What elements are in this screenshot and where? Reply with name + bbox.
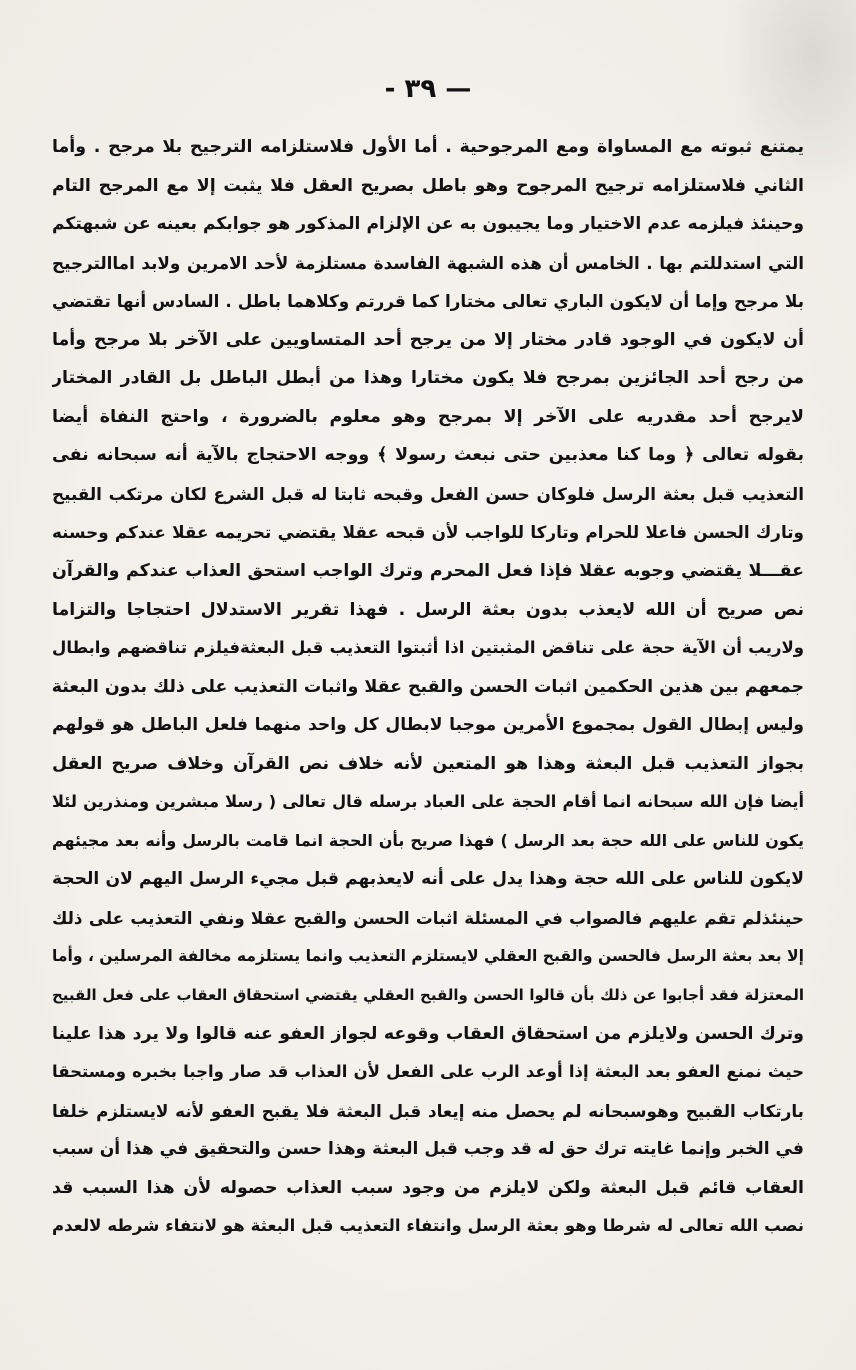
text-line: في الخبر وإنما غايته ترك حق له قد وجب قبل البعثة وهذا حسن والتحقيق في هذا أن سبب — [52, 1139, 804, 1160]
text-line: أن لايكون في الوجود قادر مختار إلا من يرجح أحد المتساويين على الآخر بلا مرجح وأما — [52, 329, 804, 350]
text-line: بارتكاب القبيح وهوسبحانه لم يحصل منه إيعاد قبل البعثة فلا يقبح العفو لأنه لايستلزم خلفا — [52, 1100, 804, 1121]
text-line: عقـــلا يقتضي وجوبه عقلا فإذا فعل المحرم وترك الواجب استحق العذاب عندكم والقرآن — [52, 561, 804, 582]
text-line: وحينئذ فيلزمه عدم الاختيار وما يجيبون به عن الإلزام المذكور هو جوابكم بعينه عن شبهتكم — [52, 214, 804, 235]
text-line: الثاني فلاستلزامه ترجيح المرجوح وهو باطل بصريح العقل فلا يثبت إلا مع المرجح التام — [52, 175, 804, 196]
text-line: يمتنع ثبوته مع المساواة ومع المرجوحية . أما الأول فلاستلزامه الترجيح بلا مرجح . وأما — [52, 137, 804, 157]
text-line: إلا بعد بعثة الرسل فالحسن والقبح العقلي لايستلزم التعذيب وانما يستلزمه مخالفة المرسلين ، وأما — [52, 947, 804, 966]
text-line: العقاب قائم قبل البعثة ولكن لايلزم من وجود سبب العذاب حصوله لأن هذا السبب قد — [52, 1177, 804, 1198]
text-line: بلا مرجح وإما أن لايكون الباري تعالى مختارا كما قررتم وكلاهما باطل . السادس أنها تقتضي — [52, 291, 804, 312]
text-line: التعذيب قبل بعثة الرسل فلوكان حسن الفعل وقبحه ثابتا له قبل الشرع لكان مرتكب القبيح — [52, 483, 804, 504]
text-line: يكون للناس على الله حجة بعد الرسل ) فهذا صريح بأن الحجة انما قامت بالرسل وأنه بعد مجيئهم — [52, 830, 804, 850]
text-line: بجواز التعذيب قبل البعثة وهذا هو المتعين لأنه خلاف نص القرآن وخلاف صريح العقل — [52, 753, 804, 774]
text-line: لايكون للناس على الله حجة وهذا يدل على أنه لايعذبهم قبل مجيء الرسل اليهم لان الحجة — [52, 869, 804, 890]
text-line: نصب الله تعالى له شرطا وهو بعثة الرسل وانتفاء التعذيب قبل البعثة هو لانتفاء شرطه لالعدم — [52, 1216, 804, 1236]
text-line: وتارك الحسن فاعلا للحرام وتاركا للواجب لأن قبحه عقلا يقتضي تحريمه عقلا عندكم وحسنه — [52, 522, 804, 543]
page-number: — ٣٩ - — [384, 74, 472, 104]
text-line: حينئذلم تقم عليهم فالصواب في المسئلة اثبات الحسن والقبح عقلا ونفي التعذيب على ذلك — [52, 907, 804, 928]
text-line: أيضا فإن الله سبحانه انما أقام الحجة على العباد برسله قال تعالى ( رسلا مبشرين ومنذرين لئلا — [52, 792, 804, 812]
text-line: وترك الحسن ولايلزم من استحقاق العقاب وقوعه لجواز العفو عنه قالوا ولا يرد هذا علينا — [52, 1023, 804, 1044]
body-text — [52, 128, 804, 1246]
text-line: نص صريح أن الله لايعذب بدون بعثة الرسل . فهذا تقرير الاستدلال احتجاجا والتزاما — [52, 599, 804, 620]
text-line: جمعهم بين هذين الحكمين اثبات الحسن والقبح عقلا واثبات التعذيب على ذلك بدون البعثة — [52, 676, 804, 697]
text-line: بقوله تعالى ﴿ وما كنا معذبين حتى نبعث رسولا ﴾ ووجه الاحتجاج بالآية أنه سبحانه نفى — [52, 445, 804, 466]
text-line: المعتزلة فقد أجابوا عن ذلك بأن قالوا الحسن والقبح العقلي يقتضي استحقاق العقاب على فعل القبيح — [52, 986, 804, 1005]
text-line: لايرجح أحد مقدريه على الآخر إلا بمرجح وهو معلوم بالضرورة ، واحتج النفاة أيضا — [52, 406, 804, 427]
text-line: التي استدللتم بها . الخامس أن هذه الشبهة الفاسدة مستلزمة لأحد الامرين ولابد اماالترجيح — [52, 252, 804, 273]
text-line: من رجح أحد الجائزين بمرجح فلا يكون مختارا وهذا من أبطل الباطل بل القادر المختار — [52, 368, 804, 389]
text-line: ولاريب أن الآية حجة على تناقض المثبتين اذا أثبتوا التعذيب قبل البعثةفيلزم تناقضهم وابطال — [52, 638, 804, 658]
text-line: حيث نمنع العفو بعد البعثة إذا أوعد الرب على الفعل لأن العذاب قد صار واجبا بخبره ومستحقا — [52, 1062, 804, 1082]
text-line: وليس إبطال القول بمجموع الأمرين موجبا لابطال كل واحد منهما فلعل الباطل هو قولهم — [52, 715, 804, 736]
